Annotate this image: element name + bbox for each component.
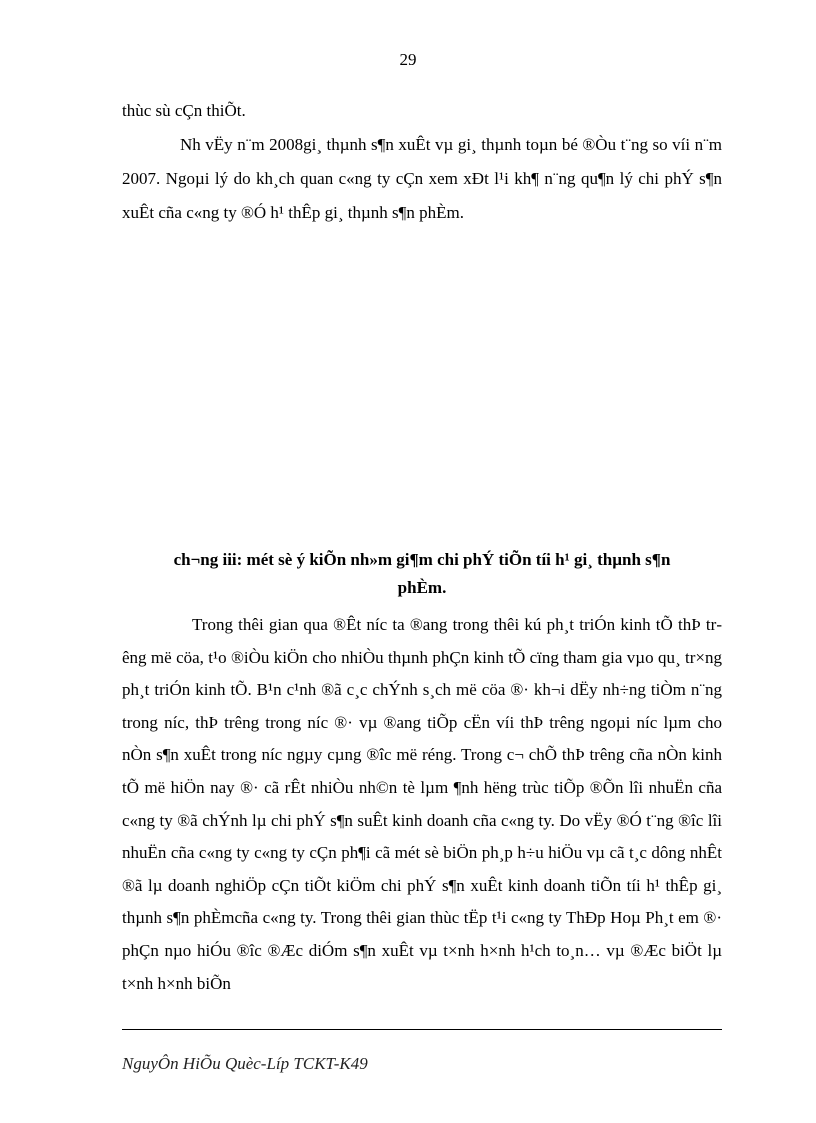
body-paragraph: Trong thêi gian qua ®Êt níc ta ®ang trong thêi kú ph¸t triÓn kinh tÕ thÞ trêng më cöa, t¹o ®iÒu kiÖn cho nhiÒu thµnh phÇn kinh tÕ cïng tham gia vµo qu¸ tr×ng ph¸t triÓn kinh tÕ. B¹n c¹nh ®ã c¸c chÝnh s¸ch më cöa ®· kh¬i dËy nh÷ng tiÒm n¨ng trong níc, thÞ trêng trong níc ®· vµ ®ang tiÕp cËn víi thÞ trêng ngoµi níc lµm cho nÒn s¶n xuÊt trong níc ngµy cµng ®îc më réng. Trong c¬ chÕ thÞ trêng cña nÒn kinh tÕ më hiÖn nay ®· cã rÊt nhiÒu nh©n tè lµm ¶nh hëng trùc tiÕp ®Õn lîi nhuËn cña c«ng ty ®ã chÝnh lµ chi phÝ s¶n suÊt kinh doanh cña c«ng ty. Do vËy ®Ó t¨ng ®îc lîi nhuËn cña c«ng ty c«ng ty cÇn ph¶i cã mét sè biÖn ph¸p h÷u hiÖu vµ cã t¸c dông nhÊt ®ã lµ doanh nghiÖp cÇn tiÕt kiÖm chi phÝ s¶n xuÊt kinh doanh tiÕn tíi h¹ thÊp gi¸ thµnh s¶n phÈmcña c«ng ty. Trong thêi gian thùc tËp t¹i c«ng ty ThÐp Hoµ Ph¸t em ®· phÇn nµo hiÓu ®îc ®Æc diÓm s¶n xuÊt vµ t×nh h×nh h¹ch to¸n… vµ ®Æc biÖt lµ t×nh h×nh biÕn [122,615,722,993]
intro-text-block [122,94,722,230]
footer-divider [122,1029,722,1030]
paragraph-cost-comparison: Nh vËy n¨m 2008gi¸ thµnh s¶n xuÊt vµ gi¸ thµnh toµn bé ®Òu t¨ng so víi n¨m 2007. Ngoµi lý do kh¸ch quan c«ng ty cÇn xem xÐt l¹i kh¶ n¨ng qu¶n lý chi phÝ s¶n xuÊt cña c«ng ty ®Ó h¹ thÊp gi¸ thµnh s¶n phÈm. [122,135,722,222]
chapter-heading [122,546,722,602]
chapter-heading-line-1: ch¬ng iii: mét sè ý kiÕn nh»m gi¶m chi phÝ tiÕn tíi h¹ gi¸ thµnh s¶n [173,550,671,569]
chapter-heading-line-2: phÈm. [397,578,447,597]
footer-author: NguyÔn HiÕu Quèc-Líp TCKT-K49 [122,1054,368,1073]
page-number: 29 [399,50,417,69]
continued-line: thùc sù cÇn thiÕt. [122,101,246,120]
